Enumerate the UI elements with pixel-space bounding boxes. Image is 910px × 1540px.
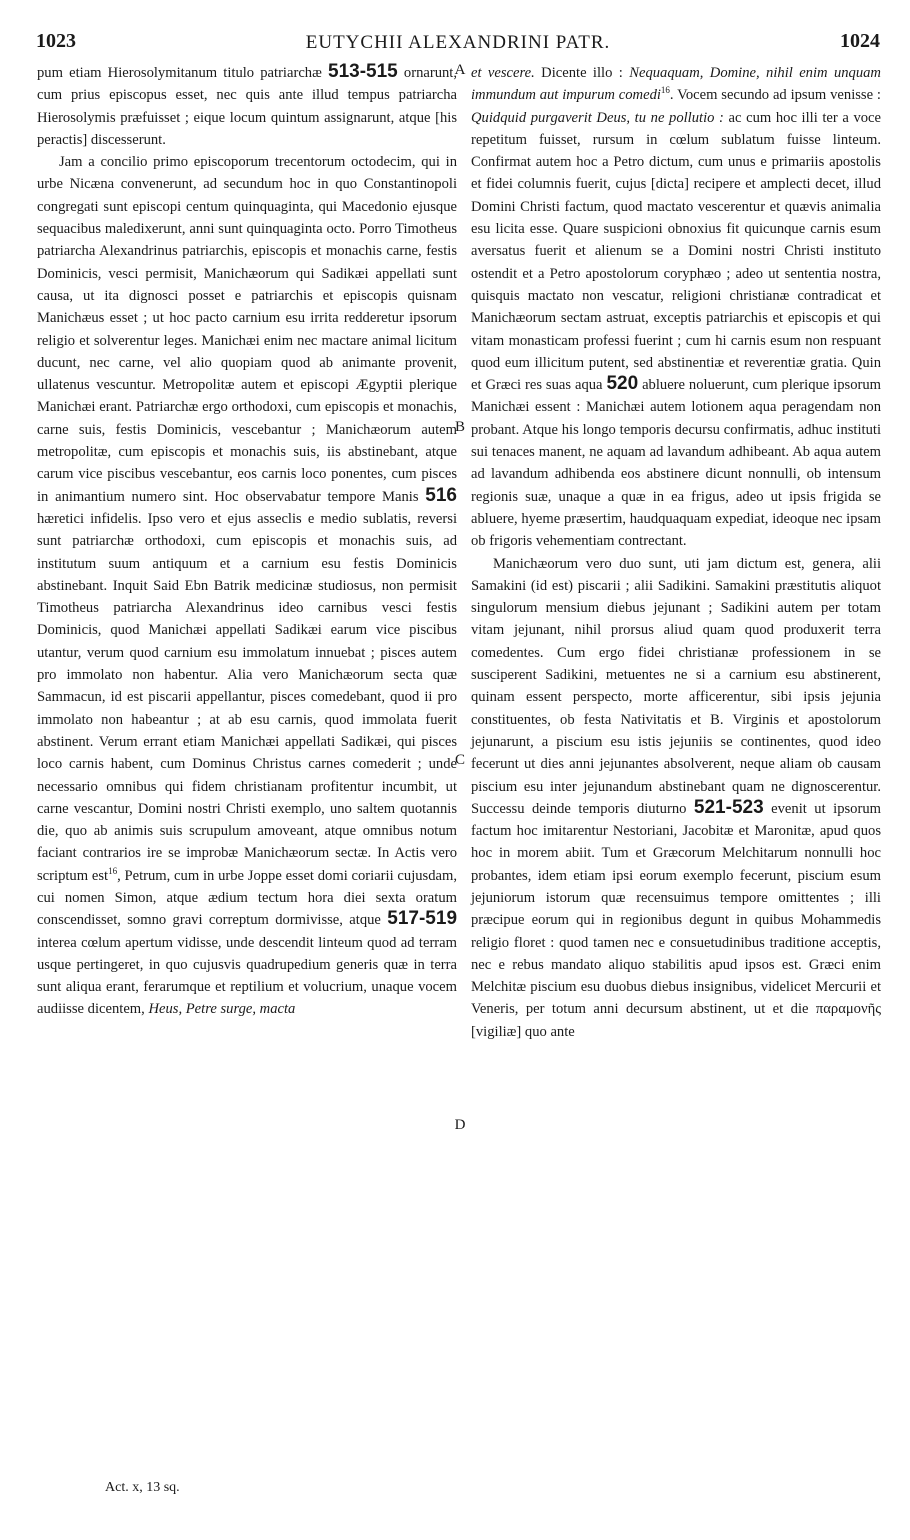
footnote-ref: 16 [660,85,670,96]
footnote: Act. x, 13 sq. [105,1480,180,1495]
italic-run: Quidquid purgaverit Deus, tu ne pollutio : [471,109,724,126]
column-marker: 521-523 [693,796,764,818]
italic-run: et vescere. [471,65,535,81]
left-paragraph-1 [37,62,457,151]
text-run: Jam a concilio primo episcoporum trecentorum octodecim, qui in urbe Nicæna convenerunt, ad secundum hoc in quo Constantinopoli congregati sunt episcopi centum quinquaginta, qui Macedonio ejusque sequacibus maledixerunt, anni sunt quinquaginta octo. Porro Timotheus patriarcha Alexandrinus patriarchis, episcopis et monachis carne, festis Dominicis, vesci permisit, Manichæorum qui Sadikæi appellati sunt causa, ut ita dignosci posset e patriarchis et episcopis quisnam Manichæus esset ; ut hoc pacto carnium esu irrita redderetur ipsorum religio et solverentur leges. Manichæi enim nec mactare animal licitum ducunt, nec carne, vel alio quopiam quod ab animante provenit, ullatenus vescuntur. Metropolitæ autem et episcopi Ægyptii plerique Manichæi erant. Patriarchæ ergo orthodoxi, cum episcopis et monachis, carne suis, festis Dominicis, vescebantur ; Manichæorum autem metropolitæ, cum episcopis et monachis suis, iis abstinebant, atque carum vice piscibus vescebantur, eos carnis loco ponentes, cum pisces in animantium numero sint. Hoc observabatur tempore Manis [37,154,457,505]
text-run: pum etiam Hierosolymitanum titulo patriarchæ [37,65,322,81]
column-marker: 513-515 [328,61,398,82]
text-run: . Vocem secundo ad ipsum venisse : [669,87,881,104]
left-column [37,62,457,1021]
text-run: evenit ut ipsorum factum hoc imitarentur Nestoriani, Jacobitæ et Maronitæ, apud quos hoc in morem abiit. Tum et Græcorum Melchitarum nonnulli hoc probantes, idem etiam ipsi eorum exemplo fecerunt, piscium esum jejuniorum istorum quæ recensuimus tempore omittentes ; illi præcipue eorum qui in regionibus degunt in quibus Mohammedis religio floret : quod tamen nec e consuetudinibus traditione acceptis, nec e rebus mandato aliquo stabilitis apud ipsos est. Græci enim Melchitæ piscium esu duobus diebus insignibus, videlicet Mercurii et Veneris, per totum anni decursum abstinent, ut et die παραμονῆς [vigiliæ] quo ante [471,800,881,1040]
right-paragraph-2 [471,553,881,1044]
text-run: abluere noluerunt, cum plerique ipsorum Manichæi essent : Manichæi autem lotionem aqua peragendam non probant. Atque his longo temporis decursu confirmatis, adhuc instituti sui tenaces manent, ne aquam ad lavandum adhibeant. Ab aqua autem ad lavandum adhibenda eos abstinere dicunt nonnulli, ob intensum regionis suæ, unaque a quæ in ea frigus, adeo ut ipsis frigida se abluere, hyeme præsertim, haudquaquam expediat, ideoque nec ipsam ob frigoris vehementiam contrectant. [471,377,882,550]
text-run: , Petrum, cum in urbe Joppe esset domi coriarii cujusdam, cui nomen Simon, atque ædium tectum hora diei sexta oratum conscendisset, somno gravi correptum dormivisse, atque [37,867,458,929]
right-column [471,62,881,1043]
page-header [36,30,880,60]
column-marker: 520 [606,373,639,395]
text-run: ornarunt, cum prius episcopus esset, nec quis ante illud tempus patriarcha Hierosolymis præfuisset ; eique locum quintum assignarunt, atque [his peractis] discesserunt. [37,65,458,148]
italic-run: Nequaquam, Domine, nihil enim unquam immundum aut impurum comedi [471,65,881,104]
page-number-right: 1024 [840,30,880,52]
text-run: Manichæorum vero duo sunt, uti jam dictum est, genera, alii Samakini (id est) piscarii ; alii Sadikini. Samakini præstitutis aliquot singulorum mensium diebus jejunant ; Sadikini autem per totam vitam jejunant, nihil prorsus aliud quam quod produxerit terra comedentes. Cum ergo fidei christianæ professionem in se susciperent Sadikini, metuentes ne si a carnium esu abstinerent, quinam essent perspecto, morte afficerentur, sibi ipsis jejunia constituentes, ob festa Nativitatis et B. Virginis et apostolorum jejunarunt, a piscium esu istis jejuniis se continentes, quod ideo fecerunt ut dies anni jejunantes absolverent, neque aliam ob causam piscium esu inter jejunandum abstinebant quam ne dignoscerentur. Successu deinde temporis diuturno [471,555,881,817]
running-title: EUTYCHII ALEXANDRINI PATR. [305,32,611,53]
section-letter-b: B [454,419,465,435]
text-run: Dicente illo : [541,65,623,81]
footnote-ref: 16 [108,865,118,876]
text-run: interea cœlum apertum vidisse, unde descendit linteum quod ad terram usque pertingeret, in quo cujusvis quadrupedium generis quæ in terra sunt aliqua erant, ferarumque et reptilium et volucrium, unaque vocem audiisse dicentem, [37,934,457,1018]
italic-run: Heus, Petre surge, macta [148,1001,296,1018]
column-marker: 517-519 [387,908,458,930]
left-paragraph-2 [37,151,457,1021]
text-run: ac cum hoc illi ter a voce repetitum fuisset, rursum in cœlum sublatum fuisse linteum. Confirmat autem hoc a Petro dictum, cum unus e primariis apostolis et fidei columnis fuerit, cujus [dicta] recipere et amplecti decet, illud Domini Christi factum, quod mactato vescerentur et quævis animalia esu licita esse. Quare suspicioni obnoxius fit quicunque carnis esum aversatus fuerit et alienum se a Domini nostri Christi instituto ostendit et a Petro apostolorum coryphæo ; adeo ut sententia nostra, quisquis mactato non vescatur, religioni christianæ contradicat et Manichæorum sectam astruat, exceptis patriarchis et episcopis et qui vitam monasticam professi fuerint ; cum hi carnis esum non respuant quod eum illicitum putent, sed abstinentiæ et reverentiæ gratia. Quin et Græci res suas aqua [471,109,882,394]
page-number-left: 1023 [36,30,76,52]
section-letter-c: C [454,752,465,768]
section-letter-d: D [454,1117,466,1133]
section-letter-a: A [454,62,466,78]
right-paragraph-1 [471,62,881,553]
text-run: hæretici infidelis. Ipso vero et ejus asseclis e medio sublatis, reversi sunt patriarchæ orthodoxi, cum episcopis et monachis suis, ad institutum suum antiquum et a carnium esu festis Dominicis abstinebant. Inquit Said Ebn Batrik medicinæ studiosus, non permisit Timotheus patriarcha Alexandrinus ideo carnibus vesci festis Dominicis, quod Manichæi appellati Sadikæi earum vice piscibus utantur, verum quod carnium esu immolatum innuebat ; pisces autem pro immolato non habentur. Alia vero Manichæorum secta quæ Sammacun, id est piscarii appellantur, pisces comedebant, quod ii pro immolato non habeantur ; at ab esu carnis, quod immolata fuerit abstinent. Verum errant etiam Manichæi appellati Sadikæi, qui pisces loco carnis habent, cum Dominus Christus carnes comederit ; unde necessario omnibus qui fidem christianam profitentur incumbit, ut carne vescantur, Domini nostri Christi exemplo, uno saltem quotannis die, quo ab animis suis scrupulum amoveant, atque omnibus notum faciant contrarios ire se improbæ Manichæorum sectæ. In Actis vero scriptum est [37,510,457,884]
column-marker: 516 [425,484,457,506]
